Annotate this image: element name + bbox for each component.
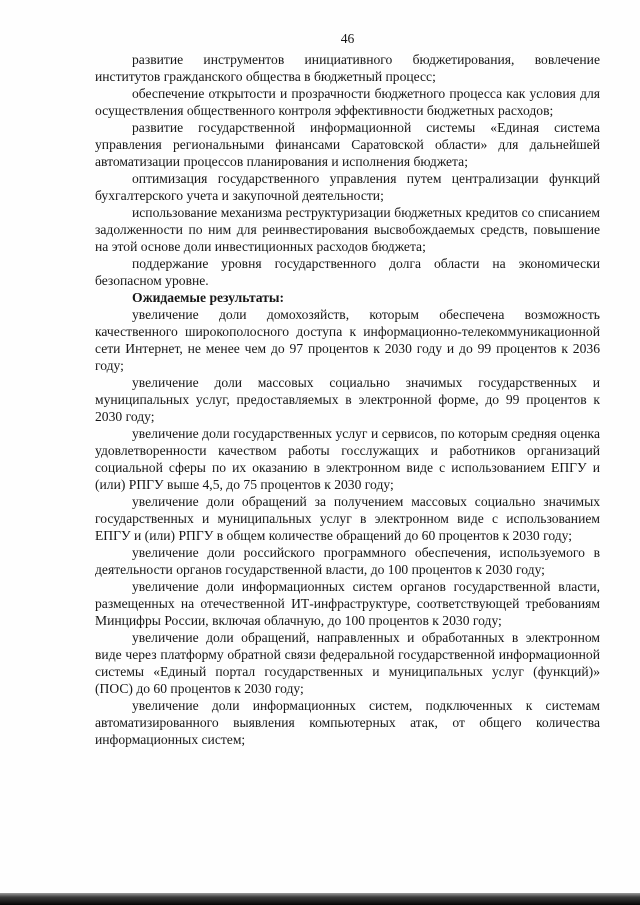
paragraph: увеличение доли российского программного обеспечения, используемого в деятельности органов государственной власти, до 100 процентов к 2030 году; bbox=[95, 545, 600, 577]
paragraph: обеспечение открытости и прозрачности бюджетного процесса как условия для осуществления общественного контроля эффективности бюджетных расходов; bbox=[95, 86, 600, 118]
paragraph: оптимизация государственного управления путем централизации функций бухгалтерского учета и закупочной деятельности; bbox=[95, 171, 600, 203]
paragraph: увеличение доли государственных услуг и сервисов, по которым средняя оценка удовлетворенности качеством работы госслужащих и работников организаций социальной сферы по их оказанию в электронном виде с использованием ЕПГУ и (или) РПГУ выше 4,5, до 75 процентов к 2030 году; bbox=[95, 426, 600, 492]
paragraph: увеличение доли массовых социально значимых государственных и муниципальных услуг, предоставляемых в электронной форме, до 99 процентов к 2030 году; bbox=[95, 375, 600, 424]
document-body bbox=[95, 51, 600, 748]
section-heading: Ожидаемые результаты: bbox=[132, 290, 285, 305]
paragraph: использование механизма реструктуризации бюджетных кредитов со списанием задолженности по ним для реинвестирования высвобождаемых средств, повышение на этой основе доли инвестиционных расходов бюджета; bbox=[95, 205, 600, 254]
paragraph: развитие инструментов инициативного бюджетирования, вовлечение институтов гражданского общества в бюджетный процесс; bbox=[95, 52, 600, 84]
paragraph: развитие государственной информационной системы «Единая система управления региональными финансами Саратовской области» для дальнейшей автоматизации процессов планирования и исполнения бюджета; bbox=[95, 120, 600, 169]
paragraph: увеличение доли обращений за получением массовых социально значимых государственных и муниципальных услуг в электронном виде с использованием ЕПГУ и (или) РПГУ в общем количестве обращений до 60 процентов к 2030 году; bbox=[95, 494, 600, 543]
paragraph: увеличение доли обращений, направленных и обработанных в электронном виде через платформу обратной связи федеральной государственной информационной системы «Единый портал государственных и муниципальных услуг (функций)» (ПОС) до 60 процентов к 2030 году; bbox=[95, 630, 600, 696]
paragraph: увеличение доли информационных систем органов государственной власти, размещенных на отечественной ИТ-инфраструктуре, соответствующей требованиям Минцифры России, включая облачную, до 100 процентов к 2030 году; bbox=[95, 579, 600, 628]
paragraph: поддержание уровня государственного долга области на экономически безопасном уровне. bbox=[95, 256, 600, 288]
paragraph: увеличение доли информационных систем, подключенных к системам автоматизированного выявления компьютерных атак, от общего количества информационных систем; bbox=[95, 698, 600, 747]
page-number: 46 bbox=[340, 31, 355, 46]
paragraph: увеличение доли домохозяйств, которым обеспечена возможность качественного широкополосного доступа к информационно-телекоммуникационной сети Интернет, не менее чем до 97 процентов к 2030 году и до 99 процентов к 2036 году; bbox=[95, 307, 600, 373]
scan-edge-artifact bbox=[0, 893, 640, 905]
